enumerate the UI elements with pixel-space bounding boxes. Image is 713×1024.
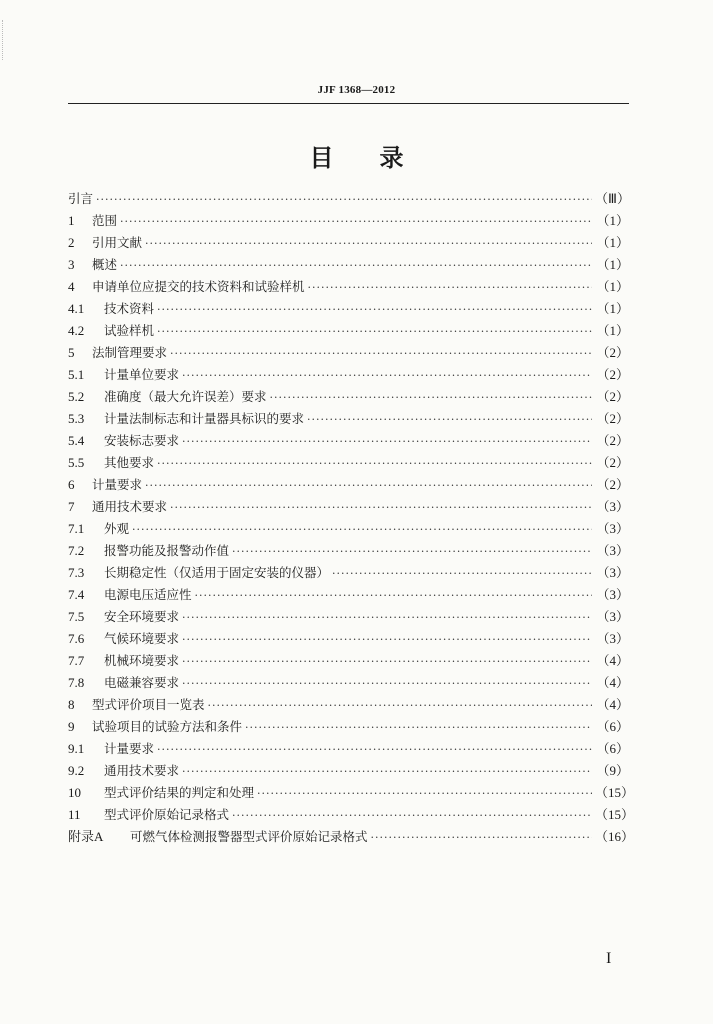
toc-entry-title: 试验样机 <box>104 323 155 338</box>
toc-leader-dots <box>232 541 592 563</box>
toc-entry[interactable] <box>68 210 629 232</box>
toc-entry-title: 通用技术要求 <box>92 499 168 514</box>
toc-entry-number: 1 <box>68 213 75 228</box>
toc-entry-title: 其他要求 <box>104 455 155 470</box>
toc-leader-dots <box>182 673 592 695</box>
toc-entry[interactable] <box>68 276 629 298</box>
toc-entry-title: 型式评价项目一览表 <box>92 697 205 712</box>
toc-leader-dots <box>332 563 592 585</box>
toc-entry[interactable] <box>68 342 629 364</box>
toc-entry-number: 11 <box>68 807 81 822</box>
toc-entry-title: 型式评价原始记录格式 <box>104 807 230 822</box>
toc-leader-dots <box>145 475 592 497</box>
toc-entry[interactable] <box>68 540 629 562</box>
toc-entry[interactable] <box>68 364 629 386</box>
toc-entry-title: 法制管理要求 <box>92 345 168 360</box>
toc-leader-dots <box>232 805 592 827</box>
toc-title: 目录 <box>309 144 450 172</box>
toc-leader-dots <box>157 453 592 475</box>
toc-leader-dots <box>120 211 592 233</box>
toc-entry-number: 7.8 <box>68 675 85 690</box>
toc-entry-title: 电磁兼容要求 <box>104 675 180 690</box>
toc-entry-page: （3） <box>596 631 629 646</box>
toc-entry[interactable] <box>68 694 629 716</box>
toc-entry-number: 3 <box>68 257 75 272</box>
toc-entry-page: （15） <box>595 807 635 822</box>
toc-entry-title: 引用文献 <box>92 235 143 250</box>
toc-entry-page: （1） <box>596 257 629 272</box>
toc-leader-dots <box>182 431 592 453</box>
toc-entry-number: 6 <box>68 477 75 492</box>
toc-entry-title: 准确度（最大允许误差）要求 <box>104 389 267 404</box>
toc-entry-page: （4） <box>596 653 629 668</box>
toc-entry[interactable] <box>68 254 629 276</box>
toc-entry-page: （1） <box>596 279 629 294</box>
scan-edge-mark <box>2 20 6 60</box>
toc-entry-page: （16） <box>595 829 635 844</box>
toc-entry[interactable] <box>68 518 629 540</box>
toc-leader-dots <box>96 189 592 211</box>
toc-entry[interactable] <box>68 474 629 496</box>
toc-entry-page: （2） <box>596 367 629 382</box>
toc-entry-title: 报警功能及报警动作值 <box>104 543 230 558</box>
toc-entry-number: 5.4 <box>68 433 85 448</box>
toc-entry[interactable] <box>68 804 635 826</box>
toc-entry-title: 机械环境要求 <box>104 653 180 668</box>
toc-entry-page: （3） <box>596 565 629 580</box>
toc-entry[interactable] <box>68 496 629 518</box>
toc-entry-title: 概述 <box>92 257 118 272</box>
toc-entry-title: 电源电压适应性 <box>104 587 192 602</box>
toc-entry-title: 安全环境要求 <box>104 609 180 624</box>
toc-leader-dots <box>208 695 592 717</box>
toc-entry-number: 5.5 <box>68 455 85 470</box>
toc-entry-number: 9.2 <box>68 763 85 778</box>
toc-entry-number: 10 <box>68 785 81 800</box>
toc-entry-page: （4） <box>596 697 629 712</box>
toc-entry-page: （1） <box>596 235 629 250</box>
toc-entry-page: （3） <box>596 543 629 558</box>
toc-leader-dots <box>257 783 592 805</box>
toc-leader-dots <box>120 255 592 277</box>
toc-entry-title: 可燃气体检测报警器型式评价原始记录格式 <box>130 829 368 844</box>
toc-leader-dots <box>308 277 592 299</box>
toc-entry-page: （3） <box>596 609 629 624</box>
toc-leader-dots <box>157 739 592 761</box>
toc-entry-title: 通用技术要求 <box>104 763 180 778</box>
toc-entry-number: 9 <box>68 719 75 734</box>
toc-entry-page: （1） <box>596 213 629 228</box>
toc-entry[interactable] <box>68 628 629 650</box>
toc-leader-dots <box>132 519 592 541</box>
toc-entry-number: 7.1 <box>68 521 85 536</box>
toc-entry-number: 7.3 <box>68 565 85 580</box>
toc-entry[interactable] <box>68 408 629 430</box>
toc-entry-page: （Ⅲ） <box>595 191 630 206</box>
toc-entry[interactable] <box>68 738 629 760</box>
toc-entry[interactable] <box>68 562 629 584</box>
toc-entry-title: 范围 <box>92 213 118 228</box>
toc-entry-page: （3） <box>596 521 629 536</box>
toc-entry-title: 计量法制标志和计量器具标识的要求 <box>104 411 305 426</box>
toc-entry[interactable] <box>68 606 629 628</box>
toc-entry-number: 5 <box>68 345 75 360</box>
toc-entry-number: 7.2 <box>68 543 85 558</box>
toc-leader-dots <box>182 607 592 629</box>
toc-entry-number: 附录A <box>68 829 104 844</box>
standard-code-header: JJF 1368—2012 <box>317 84 396 96</box>
toc-leader-dots <box>157 299 592 321</box>
toc-entry-number: 7.7 <box>68 653 85 668</box>
toc-entry-number: 9.1 <box>68 741 85 756</box>
toc-entry[interactable] <box>68 386 629 408</box>
toc-entry-title: 引言 <box>68 191 94 206</box>
toc-entry-page: （9） <box>596 763 629 778</box>
toc-entry-number: 4 <box>68 279 75 294</box>
toc-entry-number: 8 <box>68 697 75 712</box>
toc-entry-page: （2） <box>596 477 629 492</box>
toc-entry-page: （2） <box>596 345 629 360</box>
toc-leader-dots <box>245 717 592 739</box>
toc-entry-intro[interactable] <box>68 188 629 210</box>
toc-entry-number: 7.5 <box>68 609 85 624</box>
toc-entry-title: 计量要求 <box>104 741 155 756</box>
toc-entry-number: 4.1 <box>68 301 85 316</box>
toc-entry-page: （2） <box>596 433 629 448</box>
table-of-contents <box>68 188 635 848</box>
toc-entry[interactable] <box>68 716 629 738</box>
header-rule <box>68 103 629 104</box>
toc-entry-page: （2） <box>596 411 629 426</box>
toc-leader-dots <box>371 827 592 849</box>
toc-entry-title: 长期稳定性（仅适用于固定安装的仪器） <box>104 565 330 580</box>
toc-entry[interactable] <box>68 298 629 320</box>
toc-entry-number: 2 <box>68 235 75 250</box>
toc-leader-dots <box>182 629 592 651</box>
toc-entry-page: （2） <box>596 455 629 470</box>
toc-entry-page: （1） <box>596 323 629 338</box>
toc-leader-dots <box>270 387 592 409</box>
toc-leader-dots <box>195 585 592 607</box>
toc-entry-title: 外观 <box>104 521 130 536</box>
toc-entry[interactable] <box>68 232 629 254</box>
toc-entry-number: 7.6 <box>68 631 85 646</box>
toc-leader-dots <box>182 651 592 673</box>
toc-entry-page: （15） <box>595 785 635 800</box>
toc-entry-page: （3） <box>596 499 629 514</box>
toc-entry-title: 计量单位要求 <box>104 367 180 382</box>
toc-leader-dots <box>157 321 592 343</box>
page-number: I <box>606 950 612 967</box>
toc-entry-number: 5.2 <box>68 389 85 404</box>
toc-entry[interactable] <box>68 650 629 672</box>
toc-entry-title: 试验项目的试验方法和条件 <box>92 719 243 734</box>
toc-entry[interactable] <box>68 760 629 782</box>
toc-entry-page: （6） <box>596 719 629 734</box>
toc-entry[interactable] <box>68 320 629 342</box>
toc-entry-number: 5.1 <box>68 367 85 382</box>
toc-entry-title: 技术资料 <box>104 301 155 316</box>
toc-entry[interactable] <box>68 782 635 804</box>
toc-entry[interactable] <box>68 430 629 452</box>
toc-entry-number: 7.4 <box>68 587 85 602</box>
toc-leader-dots <box>145 233 592 255</box>
toc-entry[interactable] <box>68 452 629 474</box>
toc-entry[interactable] <box>68 672 629 694</box>
toc-entry-appendix-a[interactable] <box>68 826 635 848</box>
toc-entry-title: 申请单位应提交的技术资料和试验样机 <box>92 279 305 294</box>
toc-entry-page: （6） <box>596 741 629 756</box>
toc-entry-title: 计量要求 <box>92 477 143 492</box>
toc-entry-number: 7 <box>68 499 75 514</box>
toc-leader-dots <box>182 365 592 387</box>
toc-leader-dots <box>170 497 592 519</box>
toc-entry-number: 5.3 <box>68 411 85 426</box>
toc-entry[interactable] <box>68 584 629 606</box>
toc-entry-title: 安装标志要求 <box>104 433 180 448</box>
toc-entry-page: （3） <box>596 587 629 602</box>
toc-entry-title: 型式评价结果的判定和处理 <box>104 785 255 800</box>
toc-entry-page: （2） <box>596 389 629 404</box>
toc-entry-page: （1） <box>596 301 629 316</box>
toc-entry-number: 4.2 <box>68 323 85 338</box>
toc-leader-dots <box>182 761 592 783</box>
toc-entry-title: 气候环境要求 <box>104 631 180 646</box>
toc-entry-page: （4） <box>596 675 629 690</box>
toc-leader-dots <box>170 343 592 365</box>
toc-leader-dots <box>307 409 592 431</box>
